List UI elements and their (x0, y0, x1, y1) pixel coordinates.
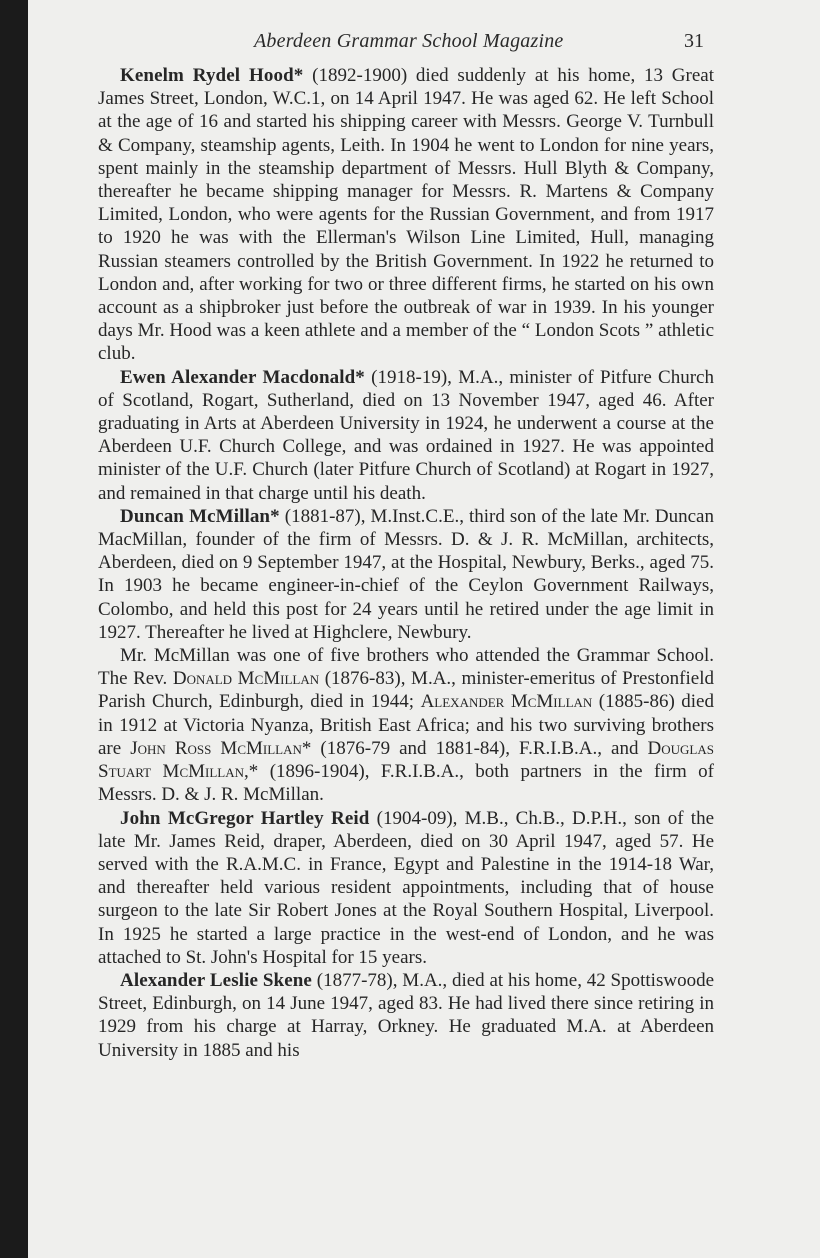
paragraph-text: (1904-09), M.B., Ch.B., D.P.H., son of the late Mr. James Reid, draper, Aberdeen, died on 30 April 1947, aged 57. He served with the R.A.M.C. in France, Egypt and Palestine in the 1914-18 War, and thereafter held various resident appointments, including that of house surgeon to the late Sir Robert Jones at the Royal Southern Hospital, Liverpool. In 1925 he started a large practice in the west-end of London, and he was attached to St. John's Hospital for 15 years. (98, 807, 715, 968)
relative-name: Douglas Stuart McMillan,* (98, 737, 714, 783)
paragraph-text: Mr. McMillan was one of five brothers who attended the Grammar School. The Rev. (98, 645, 714, 690)
relative-name: John Ross McMillan* (130, 737, 312, 759)
obituary-paragraph (98, 366, 714, 505)
obituary-paragraph (98, 64, 714, 366)
page-number: 31 (684, 30, 704, 52)
relative-name: Alexander McMillan (420, 691, 593, 713)
obituary-paragraph (98, 807, 714, 969)
relative-name: Donald McMillan (172, 668, 320, 690)
page-header (28, 30, 820, 58)
obituary-paragraph (98, 969, 714, 1062)
paragraph-text: (1881-87), M.Inst.C.E., third son of the late Mr. Duncan MacMillan, founder of the firm of Messrs. D. & J. R. McMillan, architects, Aberdeen, died on 9 September 1947, at the Hospital, Newbury, Berks., aged 75. In 1903 he became engineer-in-chief of the Ceylon Government Railways, Colombo, and held this post for 24 years until he retired under the age limit in 1927. Thereafter he lived at Highclere, Newbury. (98, 505, 714, 643)
person-name: Alexander Leslie Skene (120, 969, 312, 991)
person-name: Kenelm Rydel Hood* (120, 65, 304, 86)
magazine-page (28, 0, 820, 1258)
paragraph-text: (1896-1904), F.R.I.B.A., both partners in the firm of Messrs. D. & J. R. McMillan. (98, 761, 714, 806)
paragraph-text: (1918-19), M.A., minister of Pitfure Church of Scotland, Rogart, Sutherland, died on 13 November 1947, aged 46. After graduating in Arts at Aberdeen University in 1924, he underwent a course at the Aberdeen U.F. Church College, and was ordained in 1927. He was appointed minister of the U.F. Church (later Pitfure Church of Scotland) at Rogart in 1927, and remained in that charge until his death. (98, 366, 714, 504)
obituary-paragraph (98, 505, 714, 644)
person-name: John McGregor Hartley Reid (120, 807, 370, 829)
paragraph-text: (1876-83), M.A., minister-emeritus of Prestonfield Parish Church, Edinburgh, died in 1944; (98, 668, 714, 713)
person-name: Ewen Alexander Macdonald* (120, 366, 365, 388)
paragraph-text: (1892-1900) died suddenly at his home, 13 Great James Street, London, W.C.1, on 14 April 1947. He was aged 62. He left School at the age of 16 and started his shipping career with Messrs. George V. Turnbull & Company, steamship agents, Leith. In 1904 he went to London for nine years, spent mainly in the steamship department of Messrs. Hull Blyth & Company, thereafter he became shipping manager for Messrs. R. Martens & Company Limited, London, who were agents for the Russian Government, and from 1917 to 1920 he was with the Ellerman's Wilson Line Limited, Hull, managing Russian steamers controlled by the British Government. In 1922 he returned to London and, after working for two or three different firms, he started on his own account as a shipbroker just before the outbreak of war in 1939. In his younger days Mr. Hood was a keen athlete and a member of the “ London Scots ” athletic club. (98, 65, 715, 365)
paragraph-text: (1877-78), M.A., died at his home, 42 Spottiswoode Street, Edinburgh, on 14 June 1947, aged 83. He had lived there since retiring in 1929 from his charge at Harray, Orkney. He graduated M.A. at Aberdeen University in 1885 and his (98, 969, 715, 1061)
obituaries-text (98, 64, 714, 1062)
paragraph-text: (1876-79 and 1881-84), F.R.I.B.A., and (311, 737, 648, 759)
person-name: Duncan McMillan* (120, 505, 280, 527)
paragraph-text: (1885-86) died in 1912 at Victoria Nyanza, British East Africa; and his two surviving brothers are (98, 691, 714, 759)
obituary-paragraph (98, 644, 714, 806)
running-title: Aberdeen Grammar School Magazine (254, 30, 564, 52)
